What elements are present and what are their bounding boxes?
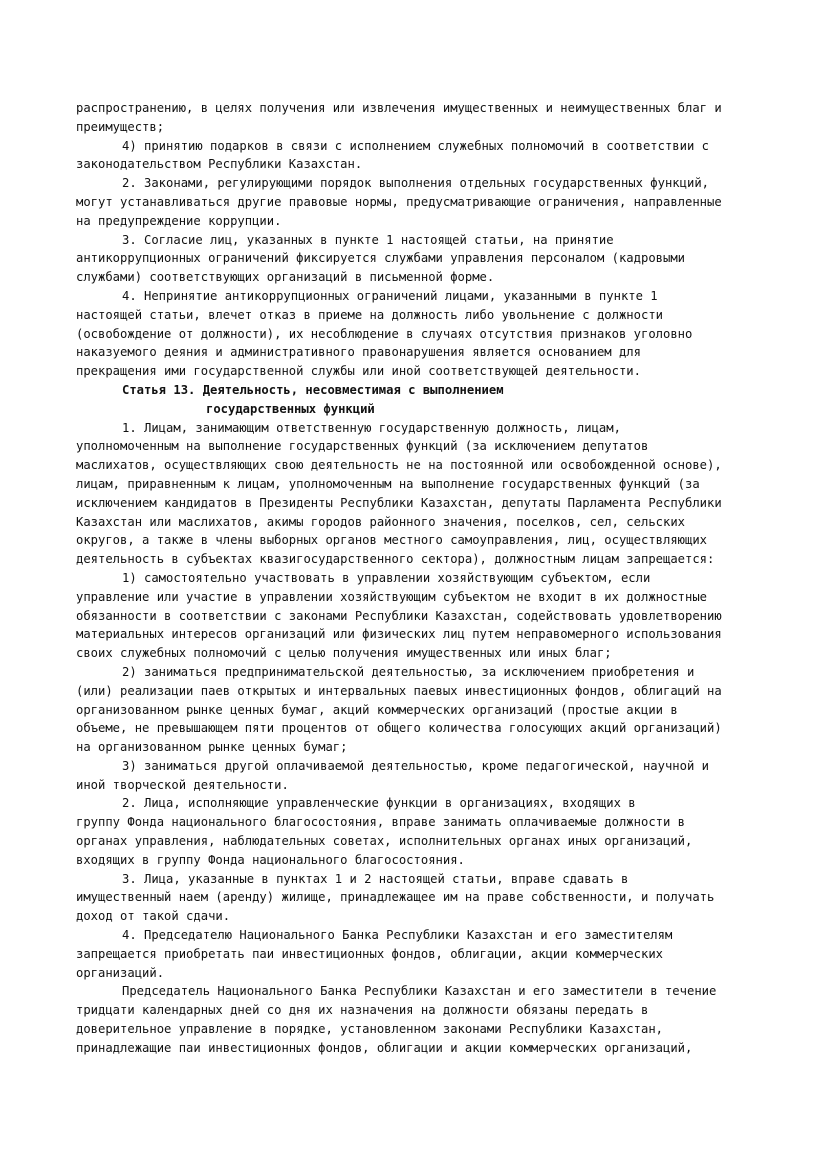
text-line: материальных интересов организаций или физических лиц путем неправомерного использования <box>76 627 722 642</box>
text-line: организаций. <box>76 965 165 980</box>
text-line: имущественный наем (аренду) жилище, принадлежащее им на праве собственности, и получать <box>76 890 715 905</box>
text-line: 3. Согласие лиц, указанных в пункте 1 настоящей статьи, на принятие <box>122 232 614 247</box>
text-line: иной творческой деятельности. <box>76 777 289 792</box>
text-line: управление или участие в управлении хозяйствующим субъектом не входит в их должностные <box>76 589 708 604</box>
text-line: антикоррупционных ограничений фиксируется службами управления персоналом (кадровыми <box>76 251 686 266</box>
text-line: лицам, приравненным к лицам, уполномоченным на выполнение государственных функций (за <box>76 476 700 491</box>
text-line: 4. Председателю Национального Банка Республики Казахстан и его заместителям <box>122 928 673 943</box>
text-line: запрещается приобретать паи инвестиционных фондов, облигации, акции коммерческих <box>76 946 663 961</box>
text-line: доверительное управление в порядке, установленном законами Республики Казахстан, <box>76 1022 663 1037</box>
text-line: округов, а также в члены выборных органов местного самоуправления, лиц, осуществляющих <box>76 533 708 548</box>
text-line: доход от такой сдачи. <box>76 909 231 924</box>
text-line: исключением кандидатов в Президенты Республики Казахстан, депутаты Парламента Республики <box>76 495 722 510</box>
text-line: 2. Законами, регулирующими порядок выполнения отдельных государственных функций, <box>122 176 709 191</box>
text-line: группу Фонда национального благосостояния, вправе занимать оплачиваемые должности в <box>76 815 686 830</box>
text-line: прекращения ими государственной службы или иной соответствующей деятельности. <box>76 364 641 379</box>
article-heading: Статья 13. Деятельность, несовместимая с выполнением <box>122 382 504 397</box>
text-line: своих служебных полномочий с целью получения имущественных или иных благ; <box>76 646 612 661</box>
text-line: тридцати календарных дней со дня их назначения на должности обязаны передать в <box>76 1003 649 1018</box>
text-line: (освобождение от должности), их несоблюдение в случаях отсутствия признаков уголовно <box>76 326 693 341</box>
text-line: уполномоченным на выполнение государственных функций (за исключением депутатов <box>76 439 649 454</box>
text-line: 3. Лица, указанные в пунктах 1 и 2 настоящей статьи, вправе сдавать в <box>122 871 629 886</box>
text-line: 2) заниматься предпринимательской деятельностью, за исключением приобретения и <box>122 664 695 679</box>
text-line: органах управления, наблюдательных советах, исполнительных органах иных организаций, <box>76 834 693 849</box>
text-line: организованном рынке ценных бумаг, акций коммерческих организаций (простые акции в <box>76 702 678 717</box>
text-line: 1) самостоятельно участвовать в управлении хозяйствующим субъектом, если <box>122 570 651 585</box>
text-line: законодательством Республики Казахстан. <box>76 157 363 172</box>
document-page <box>76 99 756 1058</box>
text-line: Председатель Национального Банка Республики Казахстан и его заместители в течение <box>122 984 717 999</box>
text-line: деятельность в субъектах квазигосударственного сектора), должностным лицам запрещается: <box>76 552 715 567</box>
text-line: настоящей статьи, влечет отказ в приеме на должность либо увольнение с должности <box>76 307 663 322</box>
text-line: 1. Лицам, занимающим ответственную государственную должность, лицам, <box>122 420 621 435</box>
text-line: 4) принятию подарков в связи с исполнением служебных полномочий в соответствии с <box>122 138 709 153</box>
text-line: объеме, не превышающем пяти процентов от общего количества голосующих акций организаций) <box>76 721 722 736</box>
text-line: 3) заниматься другой оплачиваемой деятельностью, кроме педагогической, научной и <box>122 758 709 773</box>
text-line: обязанности в соответствии с законами Республики Казахстан, содействовать удовлетворению <box>76 608 722 623</box>
text-line: распространению, в целях получения или извлечения имущественных и неимущественных благ и <box>76 101 722 115</box>
text-line: наказуемого деяния и административного правонарушения является основанием для <box>76 345 641 360</box>
text-line: принадлежащие паи инвестиционных фондов, облигации и акции коммерческих организаций, <box>76 1040 693 1055</box>
text-line: входящих в группу Фонда национального благосостояния. <box>76 852 465 867</box>
text-line: преимуществ; <box>76 119 165 134</box>
article-heading-continuation: государственных функций <box>206 401 375 416</box>
text-line: Казахстан или маслихатов, акимы городов районного значения, поселков, сел, сельских <box>76 514 686 529</box>
text-line: на предупреждение коррупции. <box>76 213 282 228</box>
text-line: на организованном рынке ценных бумаг; <box>76 740 348 755</box>
text-line: службами) соответствующих организаций в письменной форме. <box>76 270 495 285</box>
text-line: (или) реализации паев открытых и интервальных паевых инвестиционных фондов, облигаций на <box>76 683 722 698</box>
text-line: 4. Непринятие антикоррупционных ограничений лицами, указанными в пункте 1 <box>122 288 658 303</box>
text-line: могут устанавливаться другие правовые нормы, предусматривающие ограничения, направленные <box>76 194 722 209</box>
text-line: 2. Лица, исполняющие управленческие функции в организациях, входящих в <box>122 796 636 811</box>
text-line: маслихатов, осуществляющих свою деятельность не на постоянной или освобожденной основе), <box>76 458 722 473</box>
